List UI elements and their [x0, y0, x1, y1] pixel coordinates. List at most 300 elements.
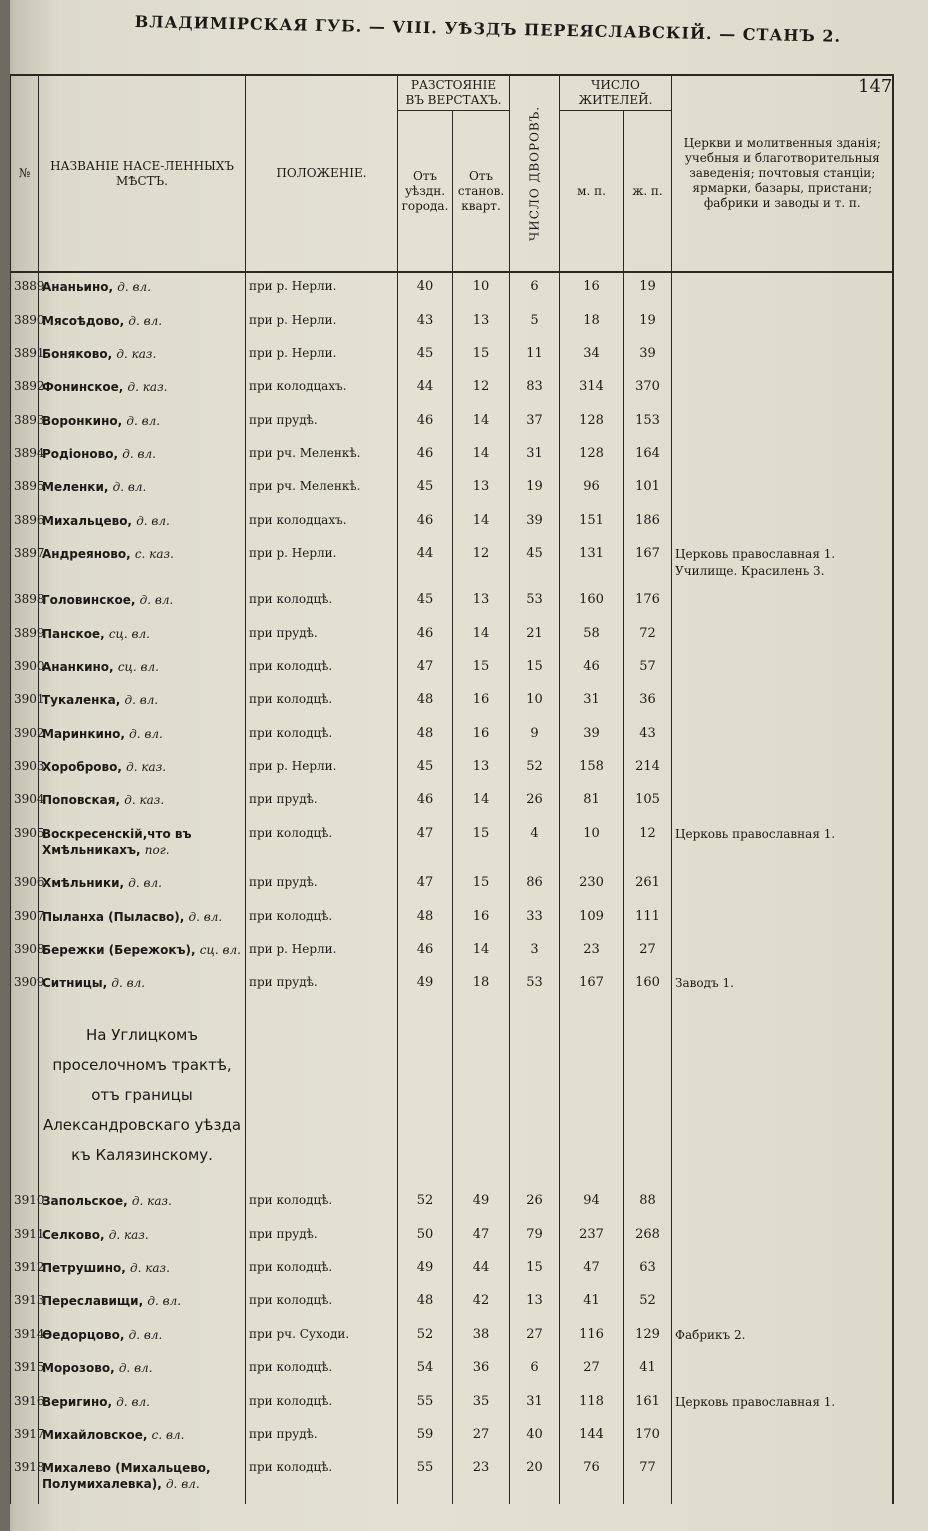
settlement-position: при прудѣ.: [246, 969, 398, 1003]
settlement-position: при колодцахъ.: [246, 373, 398, 406]
female-count: 43: [624, 720, 672, 753]
running-head: ВЛАДИМIРСКАЯ ГУБ. — VIII. УѢЗДЪ ПЕРЕЯСЛАВСКIЙ. — СТАНЪ 2.: [134, 12, 842, 46]
distance-city: 48: [398, 1287, 453, 1320]
settlement-kind: с. вл.: [151, 1427, 185, 1442]
settlement-name: [39, 307, 246, 340]
settlement-position: при прудѣ.: [246, 1221, 398, 1254]
distance-stan: 14: [453, 440, 510, 473]
settlement-name: [39, 936, 246, 969]
settlement-name: [39, 340, 246, 373]
settlement-kind: д. каз.: [129, 1261, 170, 1276]
table-row: [11, 540, 893, 586]
page-number: 147: [858, 76, 893, 97]
row-number: 3904: [11, 786, 39, 819]
male-count: 116: [560, 1321, 624, 1354]
households-count: 26: [510, 786, 560, 819]
settlement-name-text: Бережки (Бережокъ),: [42, 943, 196, 958]
settlement-name-text: Фонинское,: [42, 380, 124, 395]
row-number: 3918: [11, 1454, 39, 1504]
distance-city: 46: [398, 620, 453, 653]
settlement-name-text: Ѳедорцово,: [42, 1327, 125, 1342]
table-row: [11, 1254, 893, 1287]
settlement-name: [39, 720, 246, 753]
institutions-note: [672, 473, 893, 506]
row-number: 3891: [11, 340, 39, 373]
households-count: 53: [510, 586, 560, 619]
settlement-position: при прудѣ.: [246, 786, 398, 819]
table-row: [11, 440, 893, 473]
distance-stan: 14: [453, 620, 510, 653]
row-number: 3910: [11, 1187, 39, 1220]
distance-city: 46: [398, 936, 453, 969]
settlement-name-text: Ананкино,: [42, 659, 114, 674]
settlement-name-text: Михалево (Михальцево, Полумихалевка),: [42, 1461, 211, 1492]
settlement-name-text: Петрушино,: [42, 1261, 126, 1276]
settlement-kind: сц. вл.: [199, 943, 241, 958]
distance-city: 45: [398, 586, 453, 619]
settlement-name: [39, 473, 246, 506]
distance-city: 40: [398, 272, 453, 307]
female-count: 261: [624, 869, 672, 902]
row-number: 3906: [11, 869, 39, 902]
distance-stan: 16: [453, 720, 510, 753]
male-count: 131: [560, 540, 624, 586]
settlement-name-text: Селково,: [42, 1227, 105, 1242]
settlement-name: [39, 586, 246, 619]
settlement-name-text: Морозово,: [42, 1361, 115, 1376]
settlement-position: при прудѣ.: [246, 620, 398, 653]
settlement-name: [39, 686, 246, 719]
row-number: 3895: [11, 473, 39, 506]
distance-stan: 38: [453, 1321, 510, 1354]
settlement-position: при колодцѣ.: [246, 653, 398, 686]
settlement-name-text: Воскресенскiй,что въ Хмѣльникахъ,: [42, 826, 192, 857]
row-number: 3913: [11, 1287, 39, 1320]
institutions-note: [672, 1221, 893, 1254]
households-count: 86: [510, 869, 560, 902]
distance-stan: 15: [453, 820, 510, 870]
table-row: [11, 1388, 893, 1421]
institutions-note: Церковь православная 1. Училище. Красилень 3.: [672, 540, 893, 586]
settlement-kind: с. каз.: [134, 547, 174, 562]
settlement-kind: д. вл.: [122, 447, 156, 462]
households-count: 13: [510, 1287, 560, 1320]
col-header-no: №: [11, 75, 39, 272]
distance-city: 46: [398, 440, 453, 473]
households-count: 45: [510, 540, 560, 586]
female-count: 41: [624, 1354, 672, 1387]
settlement-kind: д. вл.: [128, 313, 163, 328]
households-count: 31: [510, 440, 560, 473]
institutions-note: [672, 440, 893, 473]
table-row: [11, 969, 893, 1003]
settlement-name: [39, 272, 246, 307]
settlement-name: [39, 440, 246, 473]
table-row: [11, 1221, 893, 1254]
settlement-kind: д. вл.: [112, 480, 147, 495]
settlement-position: при колодцахъ.: [246, 507, 398, 540]
female-count: 105: [624, 786, 672, 819]
settlement-name: [39, 1221, 246, 1254]
female-count: 129: [624, 1321, 672, 1354]
households-count: 11: [510, 340, 560, 373]
settlement-name: [39, 969, 246, 1003]
female-count: 268: [624, 1221, 672, 1254]
table-row: [11, 653, 893, 686]
settlement-name: [39, 820, 246, 870]
settlement-position: при рч. Меленкѣ.: [246, 473, 398, 506]
col-header-households: ЧИСЛО ДВОРОВЪ.: [510, 75, 560, 272]
households-count: 15: [510, 653, 560, 686]
female-count: 111: [624, 903, 672, 936]
distance-stan: 36: [453, 1354, 510, 1387]
col-header-population: ЧИСЛО ЖИТЕЛЕЙ.: [560, 75, 672, 111]
distance-city: 46: [398, 507, 453, 540]
households-count: 6: [510, 272, 560, 307]
settlement-name: [39, 1254, 246, 1287]
table-row: [11, 272, 893, 307]
distance-stan: 16: [453, 903, 510, 936]
female-count: 36: [624, 686, 672, 719]
col-header-female: ж. п.: [624, 111, 672, 273]
distance-city: 44: [398, 373, 453, 406]
settlement-position: при колодцѣ.: [246, 586, 398, 619]
settlement-name: [39, 1454, 246, 1504]
row-number: 3914: [11, 1321, 39, 1354]
male-count: 237: [560, 1221, 624, 1254]
settlement-position: при прудѣ.: [246, 407, 398, 440]
settlement-kind: д. каз.: [116, 346, 157, 361]
settlement-position: при р. Нерли.: [246, 540, 398, 586]
settlement-position: при колодцѣ.: [246, 903, 398, 936]
female-count: 101: [624, 473, 672, 506]
male-count: 128: [560, 407, 624, 440]
female-count: 63: [624, 1254, 672, 1287]
settlement-kind: д. каз.: [127, 380, 168, 395]
institutions-note: [672, 1187, 893, 1220]
table-row: [11, 1287, 893, 1320]
distance-stan: 44: [453, 1254, 510, 1287]
settlement-name-text: Хмѣльники,: [42, 876, 125, 891]
distance-stan: 13: [453, 586, 510, 619]
distance-stan: 14: [453, 407, 510, 440]
settlement-kind: д. каз.: [131, 1194, 172, 1209]
table-row: [11, 1187, 893, 1220]
row-number: 3898: [11, 586, 39, 619]
distance-city: 48: [398, 686, 453, 719]
settlement-name: [39, 540, 246, 586]
distance-stan: 13: [453, 753, 510, 786]
settlement-kind: д. вл.: [129, 726, 163, 741]
female-count: 72: [624, 620, 672, 653]
table-row: [11, 1421, 893, 1454]
settlement-kind: д. вл.: [128, 1327, 163, 1342]
settlement-name: [39, 1421, 246, 1454]
institutions-note: [672, 1454, 893, 1504]
settlement-position: при колодцѣ.: [246, 686, 398, 719]
settlement-name-text: Ананьино,: [42, 280, 114, 294]
settlement-kind: д. вл.: [188, 909, 223, 924]
row-number: 3903: [11, 753, 39, 786]
settlement-name-text: Михайловское,: [42, 1427, 148, 1442]
row-number: 3894: [11, 440, 39, 473]
row-number: 3901: [11, 686, 39, 719]
male-count: 144: [560, 1421, 624, 1454]
distance-city: 52: [398, 1187, 453, 1220]
settlement-name: [39, 507, 246, 540]
settlement-kind: д. вл.: [136, 513, 170, 528]
female-count: 57: [624, 653, 672, 686]
settlement-position: при колодцѣ.: [246, 720, 398, 753]
row-number: 3916: [11, 1388, 39, 1421]
female-count: 164: [624, 440, 672, 473]
institutions-note: [672, 373, 893, 406]
settlement-position: при колодцѣ.: [246, 1454, 398, 1504]
distance-city: 46: [398, 786, 453, 819]
settlement-name-text: Тукаленка,: [42, 693, 121, 708]
distance-city: 49: [398, 1254, 453, 1287]
table-row: [11, 753, 893, 786]
distance-stan: 47: [453, 1221, 510, 1254]
settlement-name-text: Панское,: [42, 626, 105, 641]
table-row: [11, 720, 893, 753]
households-count: 15: [510, 1254, 560, 1287]
settlement-kind: д. вл.: [126, 413, 161, 428]
male-count: 41: [560, 1287, 624, 1320]
row-number: 3917: [11, 1421, 39, 1454]
settlement-kind: д. вл.: [124, 693, 159, 708]
male-count: 39: [560, 720, 624, 753]
households-count: 37: [510, 407, 560, 440]
settlement-name: [39, 1388, 246, 1421]
male-count: 94: [560, 1187, 624, 1220]
male-count: 109: [560, 903, 624, 936]
distance-stan: 18: [453, 969, 510, 1003]
settlement-position: при колодцѣ.: [246, 1354, 398, 1387]
settlement-name: [39, 1187, 246, 1220]
distance-city: 52: [398, 1321, 453, 1354]
distance-city: 45: [398, 473, 453, 506]
male-count: 58: [560, 620, 624, 653]
male-count: 167: [560, 969, 624, 1003]
table-row: [11, 1321, 893, 1354]
institutions-note: [672, 507, 893, 540]
institutions-note: [672, 340, 893, 373]
households-count: 39: [510, 507, 560, 540]
settlement-kind: д. каз.: [124, 793, 165, 808]
distance-stan: 13: [453, 473, 510, 506]
row-number: 3899: [11, 620, 39, 653]
distance-city: 55: [398, 1388, 453, 1421]
households-count: 27: [510, 1321, 560, 1354]
female-count: 186: [624, 507, 672, 540]
male-count: 158: [560, 753, 624, 786]
distance-city: 54: [398, 1354, 453, 1387]
settlement-kind: сц. вл.: [117, 659, 159, 674]
distance-stan: 14: [453, 507, 510, 540]
distance-city: 59: [398, 1421, 453, 1454]
settlement-name: [39, 1287, 246, 1320]
households-count: 5: [510, 307, 560, 340]
female-count: 170: [624, 1421, 672, 1454]
male-count: 96: [560, 473, 624, 506]
distance-city: 43: [398, 307, 453, 340]
row-number: 3905: [11, 820, 39, 870]
settlement-name-text: Пыланха (Пылаcво),: [42, 909, 185, 924]
table-row: [11, 507, 893, 540]
households-count: 21: [510, 620, 560, 653]
female-count: 370: [624, 373, 672, 406]
section-spacer: [11, 1003, 39, 1187]
settlement-kind: д. вл.: [147, 1294, 182, 1309]
households-count: 40: [510, 1421, 560, 1454]
row-number: 3911: [11, 1221, 39, 1254]
table-row: [11, 686, 893, 719]
distance-city: 50: [398, 1221, 453, 1254]
distance-stan: 14: [453, 936, 510, 969]
male-count: 23: [560, 936, 624, 969]
settlement-name-text: Запольское,: [42, 1194, 128, 1209]
distance-stan: 12: [453, 373, 510, 406]
table-row: [11, 407, 893, 440]
row-number: 3902: [11, 720, 39, 753]
row-number: 3912: [11, 1254, 39, 1287]
distance-stan: 15: [453, 869, 510, 902]
distance-stan: 27: [453, 1421, 510, 1454]
settlement-kind: д. вл.: [117, 280, 151, 294]
settlement-name: [39, 373, 246, 406]
row-number: 3892: [11, 373, 39, 406]
settlement-kind: д. каз.: [108, 1227, 149, 1242]
institutions-note: [672, 307, 893, 340]
table-row: [11, 1454, 893, 1504]
institutions-note: [672, 1354, 893, 1387]
settlement-kind: сц. вл.: [108, 626, 150, 641]
institutions-note: [672, 786, 893, 819]
institutions-note: [672, 407, 893, 440]
distance-city: 55: [398, 1454, 453, 1504]
male-count: 31: [560, 686, 624, 719]
households-count: 31: [510, 1388, 560, 1421]
households-count: 9: [510, 720, 560, 753]
settlement-name-text: Маринкино,: [42, 726, 125, 741]
table-row: [11, 373, 893, 406]
institutions-note: Фабрикъ 2.: [672, 1321, 893, 1354]
row-number: 3900: [11, 653, 39, 686]
institutions-note: Заводъ 1.: [672, 969, 893, 1003]
male-count: 18: [560, 307, 624, 340]
households-count: 52: [510, 753, 560, 786]
female-count: 12: [624, 820, 672, 870]
male-count: 81: [560, 786, 624, 819]
table-row: [11, 586, 893, 619]
row-number: 3915: [11, 1354, 39, 1387]
distance-city: 47: [398, 869, 453, 902]
book-spine: [0, 0, 10, 1531]
settlement-kind: д. каз.: [126, 760, 167, 775]
institutions-note: [672, 903, 893, 936]
households-count: 4: [510, 820, 560, 870]
settlement-kind: д. вл.: [116, 1394, 150, 1409]
settlement-kind: д. вл.: [165, 1477, 200, 1492]
row-number: 3893: [11, 407, 39, 440]
male-count: 151: [560, 507, 624, 540]
settlement-name-text: Боняково,: [42, 346, 113, 361]
table-row: [11, 786, 893, 819]
row-number: 3907: [11, 903, 39, 936]
col-header-name: НАЗВАНIЕ НАСЕ-ЛЕННЫХЪ МѢСТЪ.: [39, 75, 246, 272]
female-count: 19: [624, 307, 672, 340]
institutions-note: [672, 720, 893, 753]
settlement-name: [39, 653, 246, 686]
distance-stan: 42: [453, 1287, 510, 1320]
settlement-position: при р. Нерли.: [246, 936, 398, 969]
settlement-name-text: Родiоново,: [42, 447, 119, 462]
settlements-table: [10, 74, 893, 1504]
male-count: 230: [560, 869, 624, 902]
institutions-note: [672, 586, 893, 619]
col-header-notes: Церкви и молитвенныя зданiя; учебныя и благотворительныя заведенiя; почтовыя станцiи; ярмарки, базары, пристани; фабрики и заводы и т. п.: [672, 75, 893, 272]
settlement-position: при колодцѣ.: [246, 1287, 398, 1320]
settlement-position: при р. Нерли.: [246, 753, 398, 786]
female-count: 88: [624, 1187, 672, 1220]
female-count: 214: [624, 753, 672, 786]
distance-stan: 14: [453, 786, 510, 819]
settlement-name-text: Поповская,: [42, 793, 121, 808]
female-count: 161: [624, 1388, 672, 1421]
male-count: 27: [560, 1354, 624, 1387]
institutions-note: [672, 1421, 893, 1454]
distance-city: 47: [398, 653, 453, 686]
female-count: 39: [624, 340, 672, 373]
col-header-dist-stan: Отъ станов. кварт.: [453, 111, 510, 273]
col-header-position: ПОЛОЖЕНIЕ.: [246, 75, 398, 272]
settlement-name-text: Воронкино,: [42, 413, 123, 428]
settlement-position: при колодцѣ.: [246, 1187, 398, 1220]
households-count: 79: [510, 1221, 560, 1254]
table-row: [11, 340, 893, 373]
settlement-kind: д. вл.: [139, 593, 174, 608]
institutions-note: [672, 620, 893, 653]
households-count: 6: [510, 1354, 560, 1387]
settlement-position: при колодцѣ.: [246, 820, 398, 870]
settlement-name-text: Андреяново,: [42, 547, 131, 562]
row-number: 3889: [11, 272, 39, 307]
table-row: [11, 1354, 893, 1387]
settlement-position: при рч. Меленкѣ.: [246, 440, 398, 473]
settlement-name-text: Меленки,: [42, 480, 109, 495]
male-count: 160: [560, 586, 624, 619]
settlement-name: [39, 786, 246, 819]
table-row: [11, 903, 893, 936]
section-title: На Углицкомъ проселочномъ трактѣ, отъ границы Александровскаго уѣзда къ Калязинскому.: [39, 1003, 246, 1187]
female-count: 77: [624, 1454, 672, 1504]
distance-city: 48: [398, 720, 453, 753]
female-count: 160: [624, 969, 672, 1003]
male-count: 76: [560, 1454, 624, 1504]
table-row: [11, 869, 893, 902]
institutions-note: Церковь православная 1.: [672, 1388, 893, 1421]
settlement-name: [39, 1354, 246, 1387]
row-number: 3909: [11, 969, 39, 1003]
settlement-name: [39, 1321, 246, 1354]
distance-stan: 23: [453, 1454, 510, 1504]
male-count: 314: [560, 373, 624, 406]
settlement-name: [39, 407, 246, 440]
col-header-distance: РАЗСТОЯНIЕ ВЪ ВЕРСТАХЪ.: [398, 75, 510, 111]
households-count: 33: [510, 903, 560, 936]
institutions-note: [672, 686, 893, 719]
